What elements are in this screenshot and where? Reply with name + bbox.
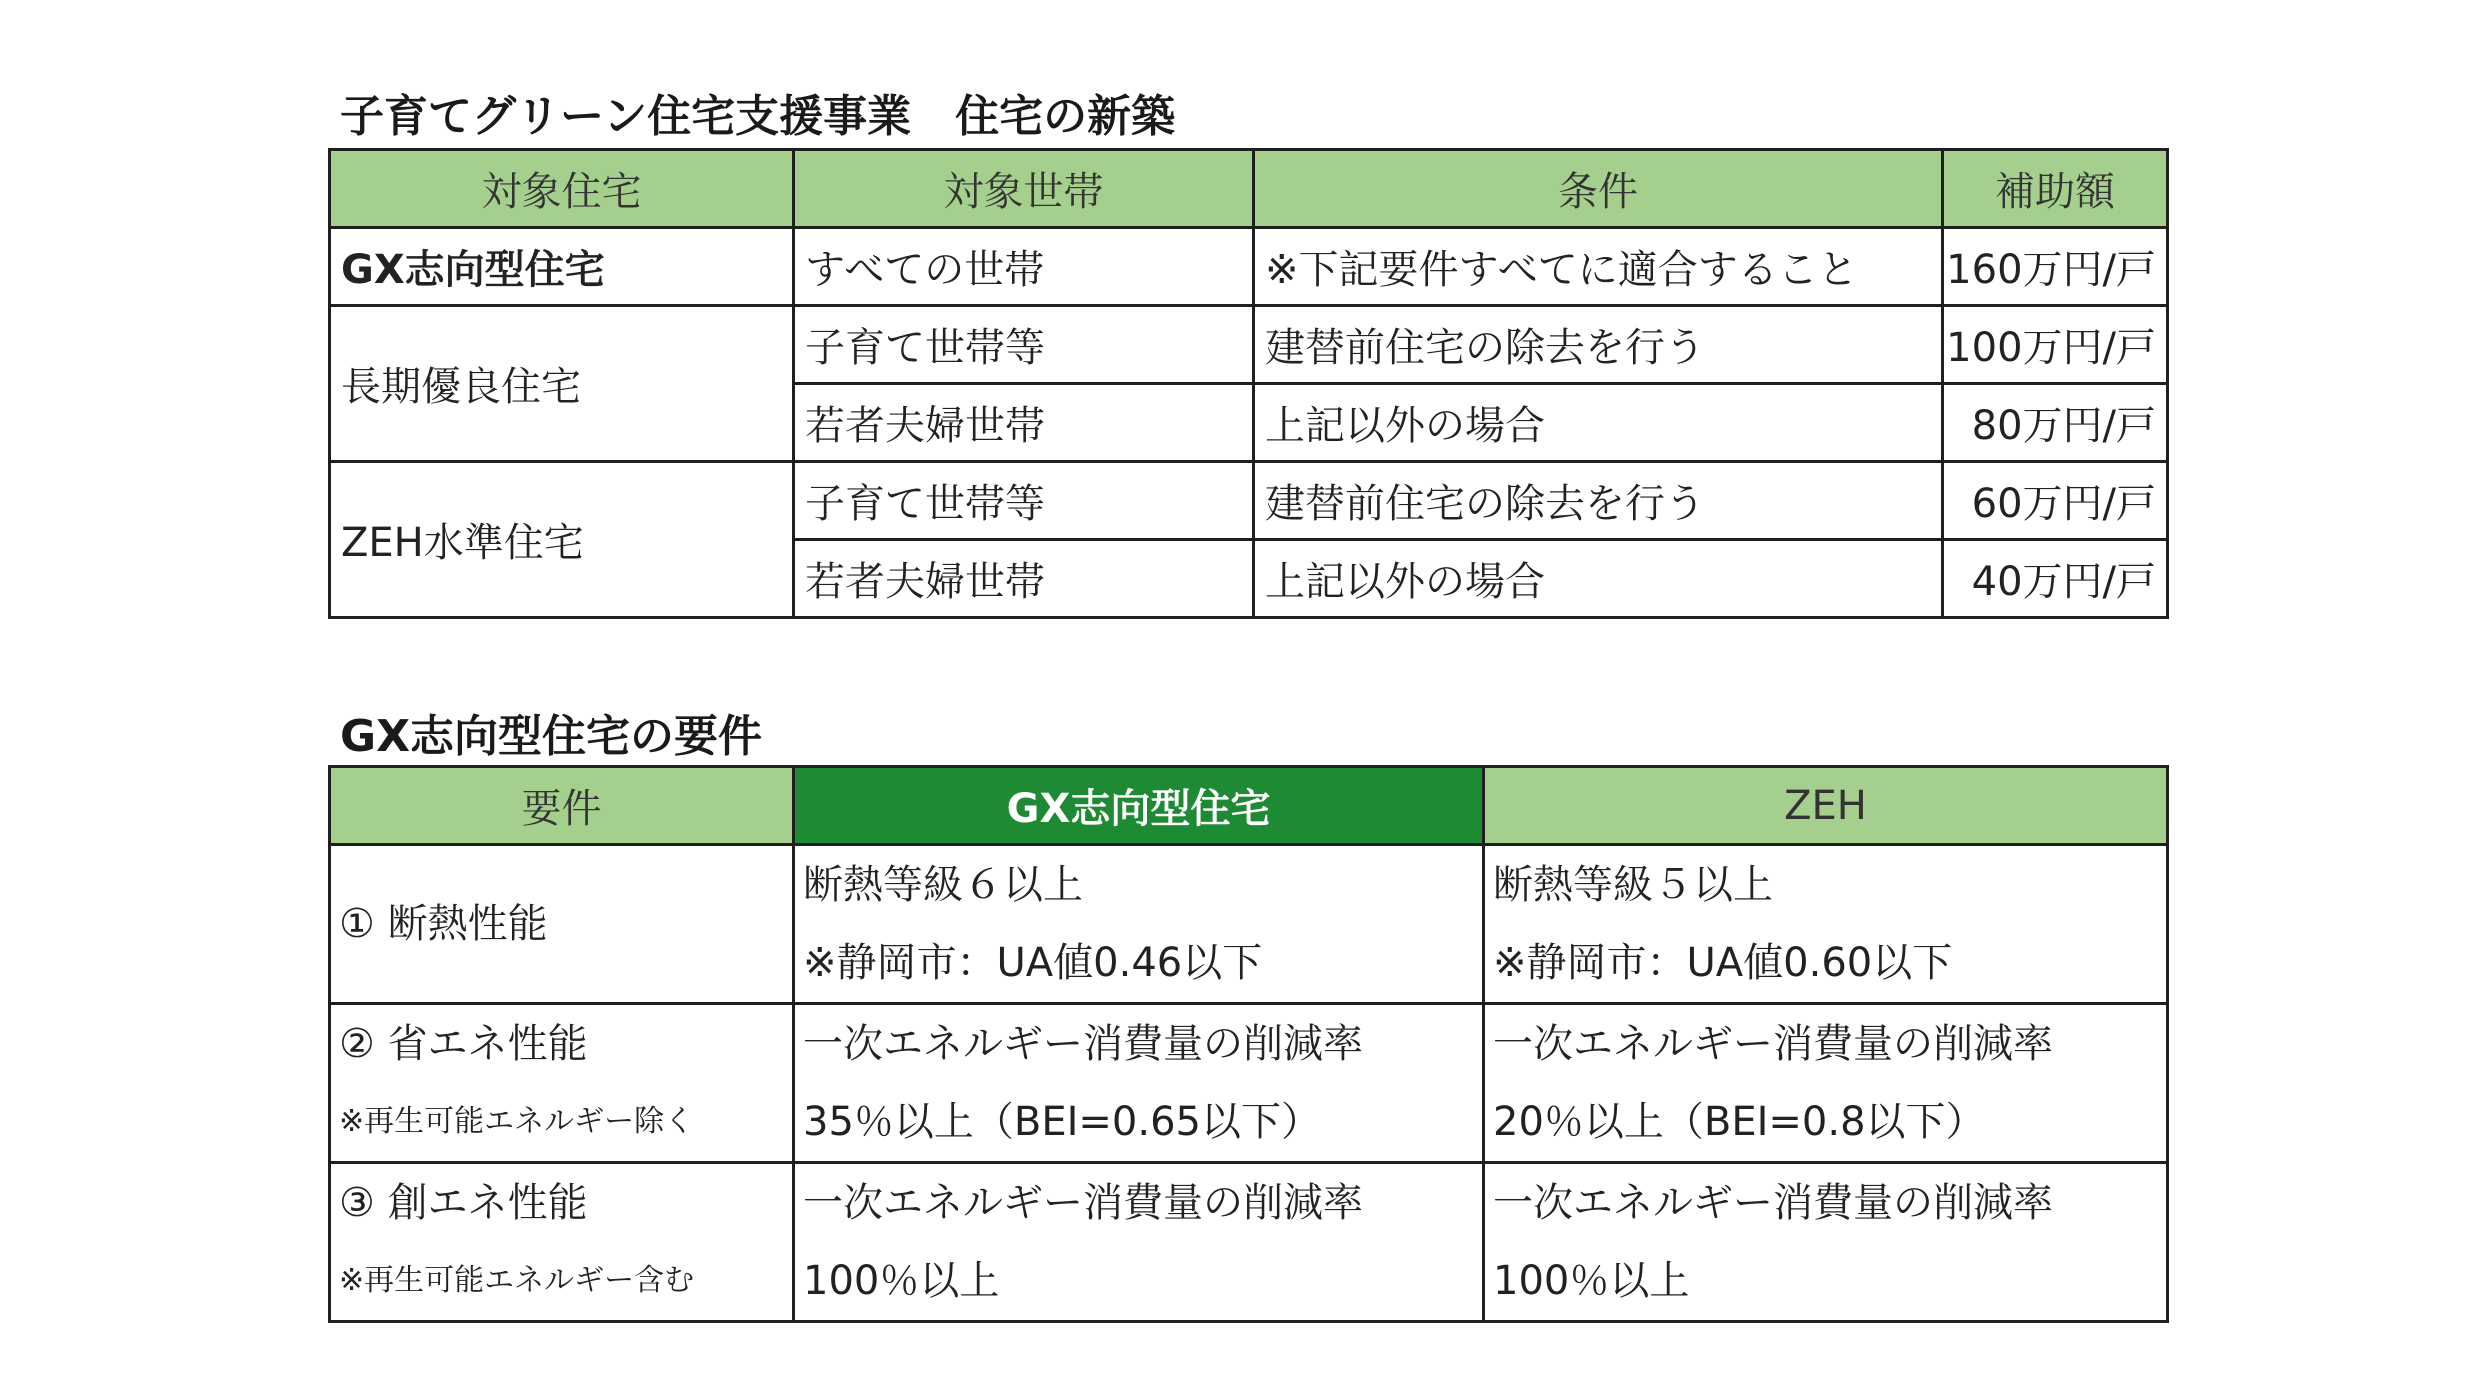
condition-cell: 上記以外の場合 [1254, 540, 1943, 618]
gx-cell [794, 845, 1484, 1004]
requirement-label: ③ 創エネ性能 [339, 1180, 588, 1226]
amount-cell: 100万円/戸 [1943, 306, 2168, 384]
household-cell: すべての世帯 [794, 228, 1254, 306]
table-row [330, 1004, 2168, 1163]
table-row [330, 1163, 2168, 1322]
gx-line: 一次エネルギー消費量の削減率 [803, 1021, 1363, 1067]
requirement-note: ※再生可能エネルギー含む [339, 1263, 695, 1298]
table-header-row [330, 150, 2168, 228]
table-row [330, 306, 2168, 384]
subsidy-table [328, 148, 2169, 619]
condition-cell: 建替前住宅の除去を行う [1254, 306, 1943, 384]
gx-line: 一次エネルギー消費量の削減率 [803, 1180, 1363, 1226]
zeh-cell [1484, 1004, 2168, 1163]
amount-cell: 80万円/戸 [1943, 384, 2168, 462]
gx-line: 100％以上 [803, 1258, 1000, 1304]
household-cell: 子育て世帯等 [794, 462, 1254, 540]
header-gx-house: GX志向型住宅 [794, 767, 1484, 845]
header-zeh: ZEH [1484, 767, 2168, 845]
zeh-line: 20％以上（BEI=0.8以下） [1493, 1099, 1986, 1145]
header-condition: 条件 [1254, 150, 1943, 228]
house-type-zeh: ZEH水準住宅 [330, 462, 794, 618]
amount-cell: 60万円/戸 [1943, 462, 2168, 540]
requirement-label: ① 断熱性能 [339, 901, 548, 947]
zeh-line: 断熱等級５以上 [1493, 862, 1773, 908]
header-target-household: 対象世帯 [794, 150, 1254, 228]
household-cell: 若者夫婦世帯 [794, 540, 1254, 618]
requirement-cell [330, 1004, 794, 1163]
requirements-table [328, 765, 2169, 1323]
section2-title: GX志向型住宅の要件 [340, 711, 763, 762]
gx-cell [794, 1004, 1484, 1163]
requirement-note: ※再生可能エネルギー除く [339, 1104, 695, 1139]
gx-line: ※静岡市：UA値0.46以下 [803, 940, 1263, 986]
condition-cell: 上記以外の場合 [1254, 384, 1943, 462]
gx-line: 35％以上（BEI=0.65以下） [803, 1099, 1321, 1145]
amount-cell: 160万円/戸 [1943, 228, 2168, 306]
header-target-house: 対象住宅 [330, 150, 794, 228]
house-type-longterm: 長期優良住宅 [330, 306, 794, 462]
house-type-gx: GX志向型住宅 [330, 228, 794, 306]
requirement-cell [330, 1163, 794, 1322]
gx-line: 断熱等級６以上 [803, 862, 1083, 908]
table-header-row [330, 767, 2168, 845]
zeh-cell [1484, 845, 2168, 1004]
requirement-label: ② 省エネ性能 [339, 1021, 588, 1067]
condition-cell: ※下記要件すべてに適合すること [1254, 228, 1943, 306]
table-row [330, 462, 2168, 540]
household-cell: 若者夫婦世帯 [794, 384, 1254, 462]
gx-cell [794, 1163, 1484, 1322]
zeh-line: ※静岡市：UA値0.60以下 [1493, 940, 1953, 986]
requirement-cell [330, 845, 794, 1004]
household-cell: 子育て世帯等 [794, 306, 1254, 384]
table-row [330, 228, 2168, 306]
condition-cell: 建替前住宅の除去を行う [1254, 462, 1943, 540]
header-amount: 補助額 [1943, 150, 2168, 228]
zeh-line: 一次エネルギー消費量の削減率 [1493, 1021, 2053, 1067]
table-row [330, 845, 2168, 1004]
header-requirement: 要件 [330, 767, 794, 845]
section1-title: 子育てグリーン住宅支援事業 住宅の新築 [340, 91, 1176, 142]
zeh-cell [1484, 1163, 2168, 1322]
zeh-line: 一次エネルギー消費量の削減率 [1493, 1180, 2053, 1226]
zeh-line: 100％以上 [1493, 1258, 1690, 1304]
amount-cell: 40万円/戸 [1943, 540, 2168, 618]
